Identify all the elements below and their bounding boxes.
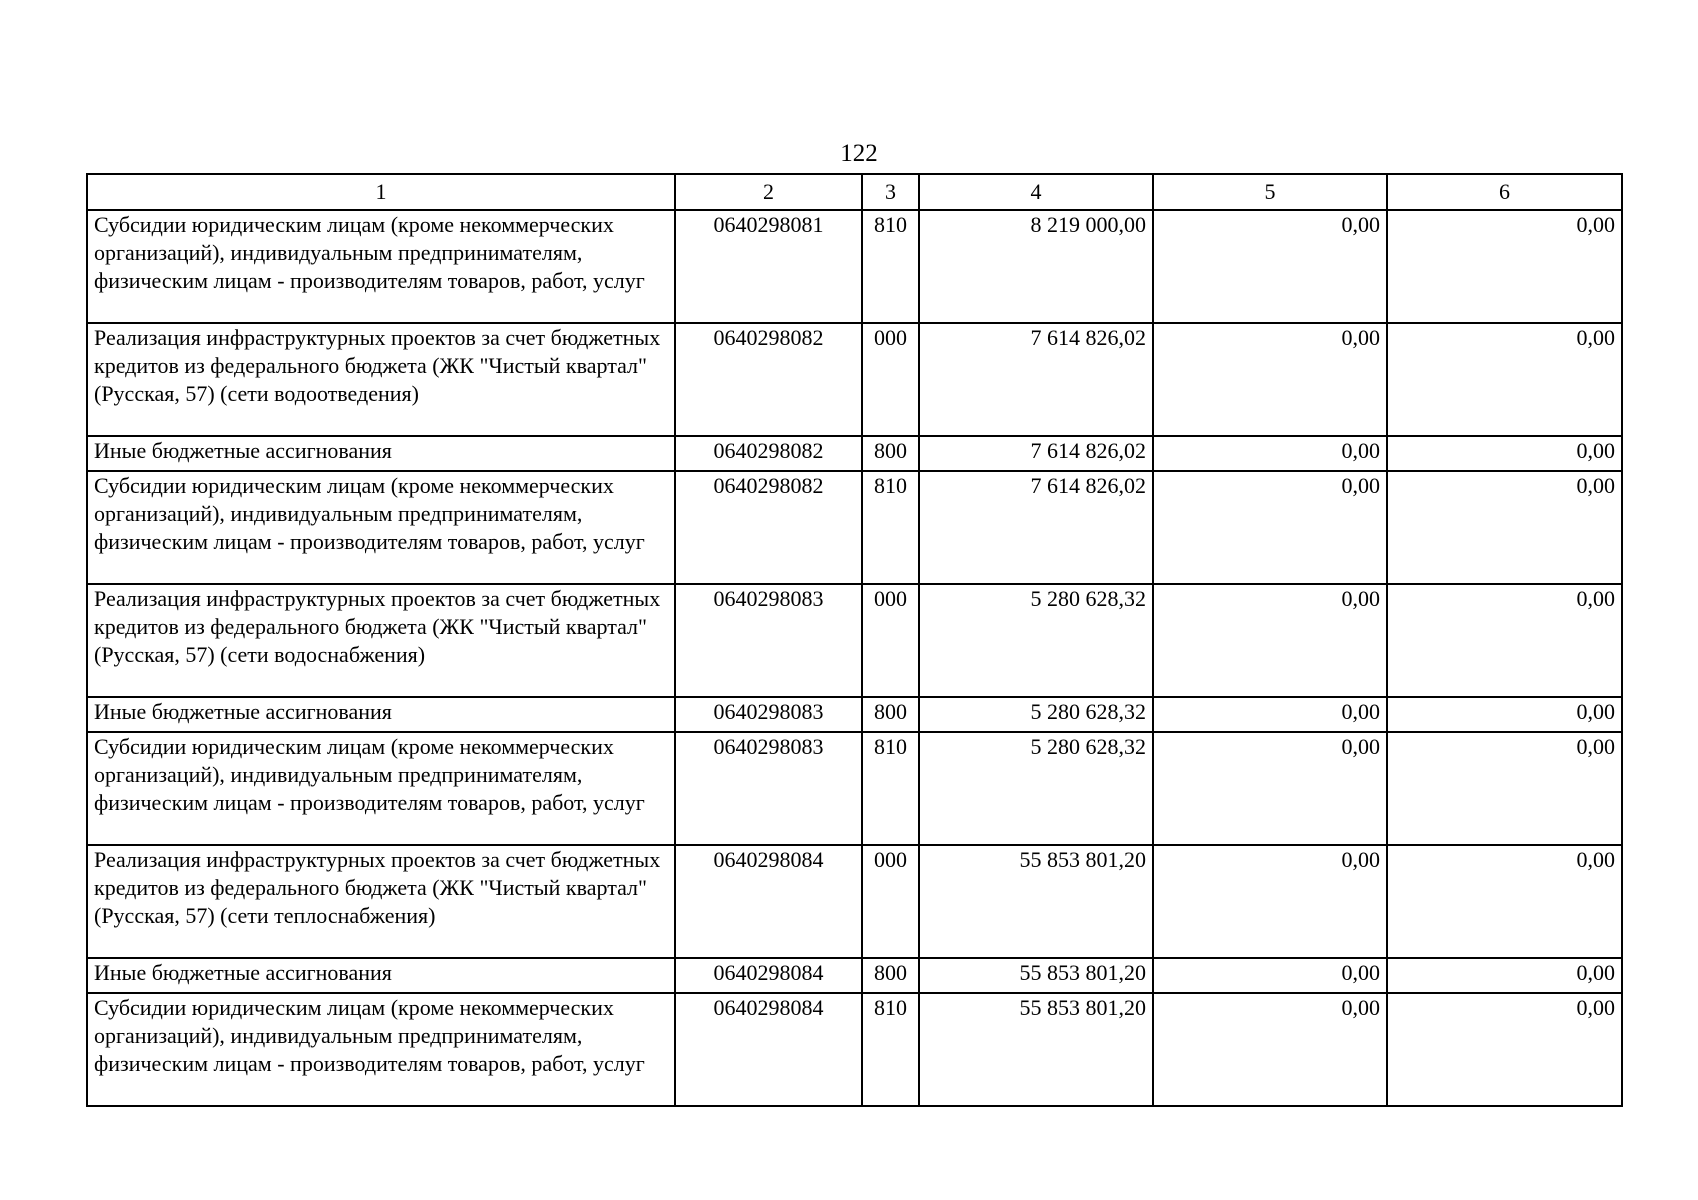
row-name: Реализация инфраструктурных проектов за счет бюджетных кредитов из федерального бюджета (ЖК "Чистый квартал" (Русская, 57) (сети водоотведения) (87, 323, 675, 436)
column-header: 4 (919, 174, 1153, 210)
row-value-4: 55 853 801,20 (919, 993, 1153, 1106)
row-name: Субсидии юридическим лицам (кроме некоммерческих организаций), индивидуальным предпринимателям, физическим лицам - производителям товаров, работ, услуг (87, 210, 675, 323)
table-row (87, 210, 1622, 323)
row-type: 810 (862, 210, 919, 323)
row-value-5: 0,00 (1153, 210, 1387, 323)
row-code: 0640298083 (675, 732, 862, 845)
table-row (87, 323, 1622, 436)
row-value-4: 7 614 826,02 (919, 436, 1153, 471)
row-type: 800 (862, 436, 919, 471)
row-type: 000 (862, 323, 919, 436)
row-code: 0640298081 (675, 210, 862, 323)
row-value-4: 7 614 826,02 (919, 323, 1153, 436)
column-header: 5 (1153, 174, 1387, 210)
table-row (87, 471, 1622, 584)
row-name: Реализация инфраструктурных проектов за счет бюджетных кредитов из федерального бюджета (ЖК "Чистый квартал" (Русская, 57) (сети водоснабжения) (87, 584, 675, 697)
row-code: 0640298083 (675, 584, 862, 697)
row-value-6: 0,00 (1387, 323, 1622, 436)
row-value-5: 0,00 (1153, 471, 1387, 584)
row-name: Субсидии юридическим лицам (кроме некоммерческих организаций), индивидуальным предпринимателям, физическим лицам - производителям товаров, работ, услуг (87, 471, 675, 584)
budget-table (86, 173, 1623, 1107)
row-code: 0640298082 (675, 323, 862, 436)
row-value-5: 0,00 (1153, 732, 1387, 845)
row-name: Иные бюджетные ассигнования (87, 436, 675, 471)
row-type: 800 (862, 958, 919, 993)
row-code: 0640298084 (675, 958, 862, 993)
column-header: 2 (675, 174, 862, 210)
row-value-5: 0,00 (1153, 958, 1387, 993)
row-value-4: 5 280 628,32 (919, 584, 1153, 697)
page-number: 122 (840, 140, 878, 167)
row-value-6: 0,00 (1387, 958, 1622, 993)
row-name: Иные бюджетные ассигнования (87, 958, 675, 993)
row-type: 810 (862, 471, 919, 584)
row-value-6: 0,00 (1387, 993, 1622, 1106)
row-value-4: 5 280 628,32 (919, 697, 1153, 732)
row-code: 0640298084 (675, 993, 862, 1106)
row-name: Реализация инфраструктурных проектов за счет бюджетных кредитов из федерального бюджета (ЖК "Чистый квартал" (Русская, 57) (сети теплоснабжения) (87, 845, 675, 958)
table-row (87, 958, 1622, 993)
row-name: Иные бюджетные ассигнования (87, 697, 675, 732)
row-code: 0640298083 (675, 697, 862, 732)
row-value-4: 7 614 826,02 (919, 471, 1153, 584)
row-value-4: 8 219 000,00 (919, 210, 1153, 323)
table-row (87, 697, 1622, 732)
row-value-6: 0,00 (1387, 436, 1622, 471)
row-value-5: 0,00 (1153, 697, 1387, 732)
row-value-6: 0,00 (1387, 471, 1622, 584)
row-value-4: 55 853 801,20 (919, 958, 1153, 993)
header-row (87, 174, 1622, 210)
column-header: 6 (1387, 174, 1622, 210)
column-header: 1 (87, 174, 675, 210)
row-type: 000 (862, 584, 919, 697)
row-value-5: 0,00 (1153, 323, 1387, 436)
table-body (87, 210, 1622, 1106)
row-name: Субсидии юридическим лицам (кроме некоммерческих организаций), индивидуальным предпринимателям, физическим лицам - производителям товаров, работ, услуг (87, 732, 675, 845)
row-value-6: 0,00 (1387, 732, 1622, 845)
row-value-6: 0,00 (1387, 845, 1622, 958)
row-value-5: 0,00 (1153, 436, 1387, 471)
row-value-5: 0,00 (1153, 584, 1387, 697)
row-type: 810 (862, 993, 919, 1106)
row-value-5: 0,00 (1153, 845, 1387, 958)
row-value-6: 0,00 (1387, 584, 1622, 697)
row-value-5: 0,00 (1153, 993, 1387, 1106)
row-type: 000 (862, 845, 919, 958)
row-type: 810 (862, 732, 919, 845)
row-value-6: 0,00 (1387, 697, 1622, 732)
table-row (87, 584, 1622, 697)
row-value-4: 5 280 628,32 (919, 732, 1153, 845)
row-code: 0640298084 (675, 845, 862, 958)
row-value-6: 0,00 (1387, 210, 1622, 323)
column-header: 3 (862, 174, 919, 210)
row-value-4: 55 853 801,20 (919, 845, 1153, 958)
table-row (87, 845, 1622, 958)
table-row (87, 993, 1622, 1106)
row-name: Субсидии юридическим лицам (кроме некоммерческих организаций), индивидуальным предпринимателям, физическим лицам - производителям товаров, работ, услуг (87, 993, 675, 1106)
row-type: 800 (862, 697, 919, 732)
row-code: 0640298082 (675, 436, 862, 471)
table-row (87, 436, 1622, 471)
row-code: 0640298082 (675, 471, 862, 584)
table-row (87, 732, 1622, 845)
